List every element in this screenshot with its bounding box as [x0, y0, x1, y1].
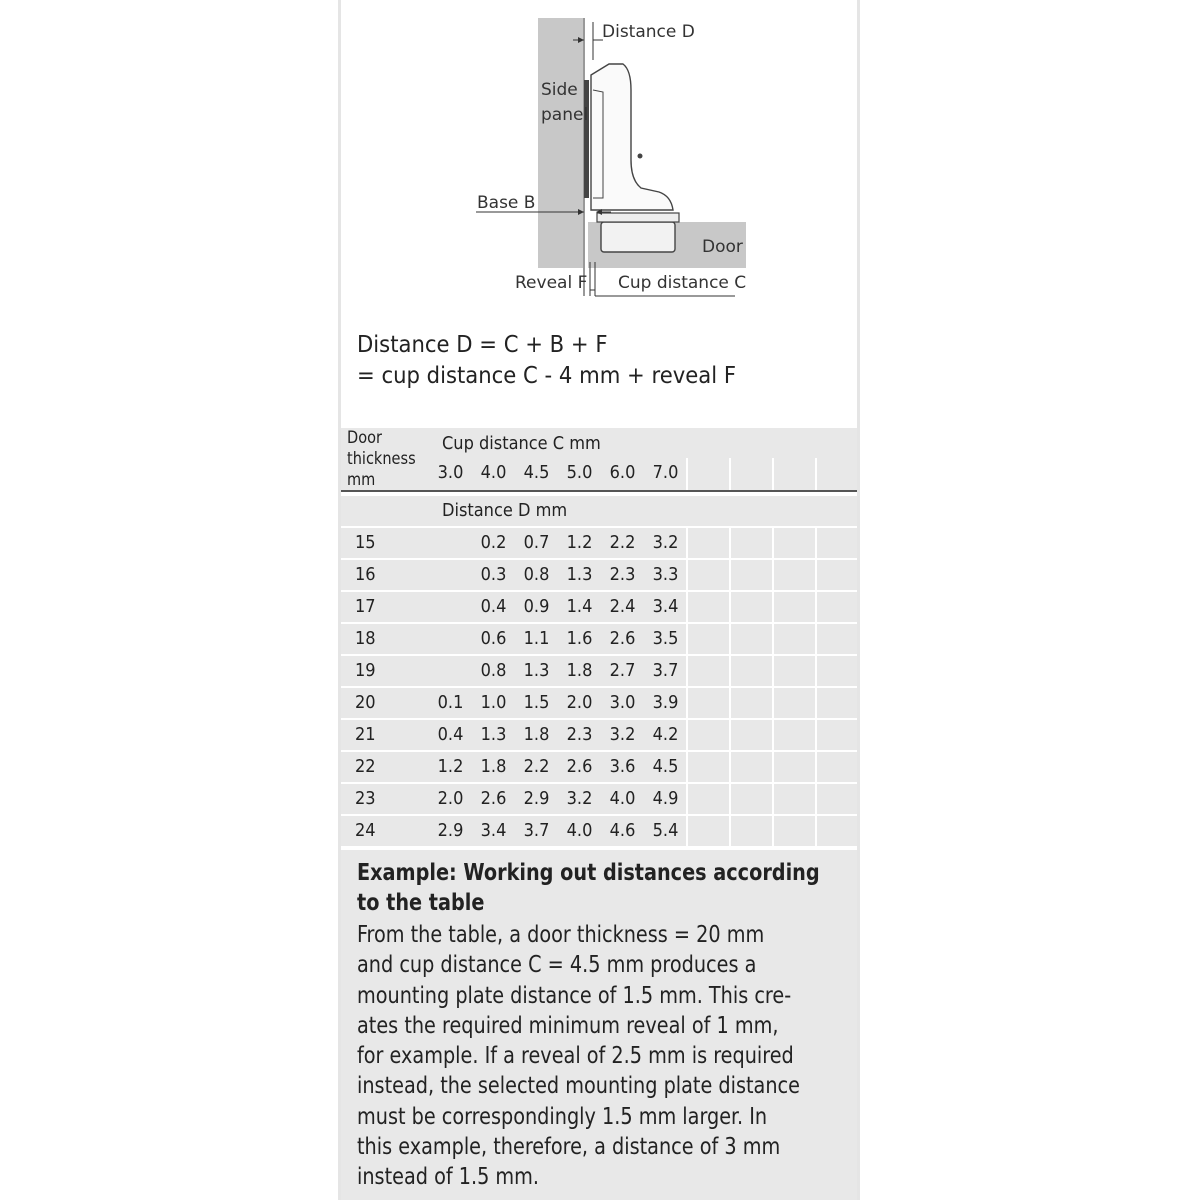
distance-d-cell: 2.9 — [437, 820, 464, 841]
distance-d-cell: 4.0 — [566, 820, 593, 841]
distance-d-cell: 0.8 — [480, 660, 507, 681]
distance-d-cell: 3.7 — [652, 660, 679, 681]
door-thickness-cell: 18 — [355, 628, 376, 649]
distance-d-label: Distance D — [602, 22, 695, 42]
table-row — [341, 784, 857, 814]
distance-d-cell: 4.2 — [652, 724, 679, 745]
side-panel-label-2: panel — [541, 105, 589, 125]
distance-d-cell: 0.1 — [437, 692, 464, 713]
distance-d-cell: 3.6 — [609, 756, 636, 777]
distance-d-cell: 2.6 — [566, 756, 593, 777]
door-thickness-cell: 21 — [355, 724, 376, 745]
distance-d-cell: 0.2 — [480, 532, 507, 553]
cup-value: 7.0 — [652, 462, 679, 483]
distance-d-cell: 1.2 — [437, 756, 464, 777]
door-thickness-cell: 19 — [355, 660, 376, 681]
door-thickness-cell: 24 — [355, 820, 376, 841]
door-thickness-cell: 16 — [355, 564, 376, 585]
door-thickness-cell: 23 — [355, 788, 376, 809]
distance-table — [341, 428, 857, 846]
distance-d-cell: 1.0 — [480, 692, 507, 713]
cup-value: 4.5 — [523, 462, 550, 483]
door-thickness-cell: 17 — [355, 596, 376, 617]
base-b-label: Base B — [477, 193, 536, 213]
distance-d-cell: 0.6 — [480, 628, 507, 649]
distance-d-cell: 5.4 — [652, 820, 679, 841]
distance-d-cell: 3.2 — [609, 724, 636, 745]
distance-d-cell: 4.6 — [609, 820, 636, 841]
mounting-plate — [584, 80, 589, 198]
table-row — [341, 720, 857, 750]
distance-d-cell: 1.2 — [566, 532, 593, 553]
distance-d-cell: 3.0 — [609, 692, 636, 713]
distance-d-cell: 2.9 — [523, 788, 550, 809]
distance-d-cell: 1.3 — [480, 724, 507, 745]
distance-d-cell: 1.3 — [566, 564, 593, 585]
distance-d-cell: 2.3 — [566, 724, 593, 745]
table-row — [341, 688, 857, 718]
distance-d-cell: 2.6 — [480, 788, 507, 809]
cup-distance-header: Cup distance C mm — [442, 433, 601, 454]
cup-value: 5.0 — [566, 462, 593, 483]
distance-d-cell: 2.4 — [609, 596, 636, 617]
distance-d-cell: 4.9 — [652, 788, 679, 809]
distance-d-cell: 1.8 — [566, 660, 593, 681]
distance-d-cell: 1.1 — [523, 628, 550, 649]
door-thickness-header: Door thickness mm — [347, 428, 416, 490]
distance-d-cell: 2.0 — [437, 788, 464, 809]
hinge-diagram — [341, 0, 857, 310]
distance-d-cell: 3.2 — [566, 788, 593, 809]
formula-line-1: Distance D = C + B + F — [357, 332, 608, 358]
distance-d-cell: 1.5 — [523, 692, 550, 713]
table-row — [341, 624, 857, 654]
table-row — [341, 560, 857, 590]
distance-d-cell: 4.0 — [609, 788, 636, 809]
distance-d-cell: 0.8 — [523, 564, 550, 585]
distance-d-cell: 2.2 — [523, 756, 550, 777]
distance-d-cell: 3.5 — [652, 628, 679, 649]
door-thickness-cell: 15 — [355, 532, 376, 553]
table-row — [341, 816, 857, 846]
cup-value: 3.0 — [437, 462, 464, 483]
distance-d-cell: 1.6 — [566, 628, 593, 649]
door-thickness-cell: 20 — [355, 692, 376, 713]
distance-d-cell: 1.4 — [566, 596, 593, 617]
reveal-f-label: Reveal F — [515, 273, 588, 293]
distance-d-cell: 1.8 — [480, 756, 507, 777]
distance-d-cell: 0.3 — [480, 564, 507, 585]
distance-d-cell: 2.0 — [566, 692, 593, 713]
distance-d-cell: 3.4 — [652, 596, 679, 617]
door-thickness-cell: 22 — [355, 756, 376, 777]
cup-value: 6.0 — [609, 462, 636, 483]
distance-d-cell: 3.9 — [652, 692, 679, 713]
table-row — [341, 592, 857, 622]
distance-d-cell: 0.4 — [437, 724, 464, 745]
distance-d-cell: 3.7 — [523, 820, 550, 841]
distance-d-cell: 0.4 — [480, 596, 507, 617]
door-label: Door — [702, 237, 743, 257]
formula-line-2: = cup distance C - 4 mm + reveal F — [357, 363, 737, 389]
distance-d-cell: 2.6 — [609, 628, 636, 649]
table-row — [341, 528, 857, 558]
distance-d-subheader: Distance D mm — [341, 496, 857, 526]
table-body — [341, 528, 857, 846]
distance-d-cell: 0.9 — [523, 596, 550, 617]
distance-d-cell: 3.4 — [480, 820, 507, 841]
distance-d-cell: 1.3 — [523, 660, 550, 681]
distance-d-cell: 0.7 — [523, 532, 550, 553]
hinge-info-panel — [338, 0, 860, 1200]
side-panel-shape — [538, 18, 583, 268]
cup-value: 4.0 — [480, 462, 507, 483]
distance-d-cell: 2.7 — [609, 660, 636, 681]
cup-distance-c-label: Cup distance C — [618, 273, 747, 293]
example-title: Example: Working out distances according to the table — [357, 860, 820, 916]
table-header — [341, 428, 857, 492]
distance-d-cell: 2.2 — [609, 532, 636, 553]
hinge-cup — [601, 222, 675, 252]
example-body: From the table, a door thickness = 20 mm and cup distance C = 4.5 mm produces a mounting plate distance of 1.5 mm. This cre- ates the required minimum reveal of 1 mm, for example. If a reveal of 2.5 mm is required instead, the selected mounting plate distance must be correspondingly 1.5 mm larger. In this example, therefore, a distance of 3 mm instead of 1.5 mm. — [357, 922, 800, 1191]
distance-d-cell: 4.5 — [652, 756, 679, 777]
example-box — [341, 850, 857, 1200]
distance-d-cell: 2.3 — [609, 564, 636, 585]
table-row — [341, 752, 857, 782]
distance-d-cell: 3.2 — [652, 532, 679, 553]
table-row — [341, 656, 857, 686]
side-panel-label: Side — [541, 80, 578, 100]
distance-d-cell: 3.3 — [652, 564, 679, 585]
distance-d-cell: 1.8 — [523, 724, 550, 745]
